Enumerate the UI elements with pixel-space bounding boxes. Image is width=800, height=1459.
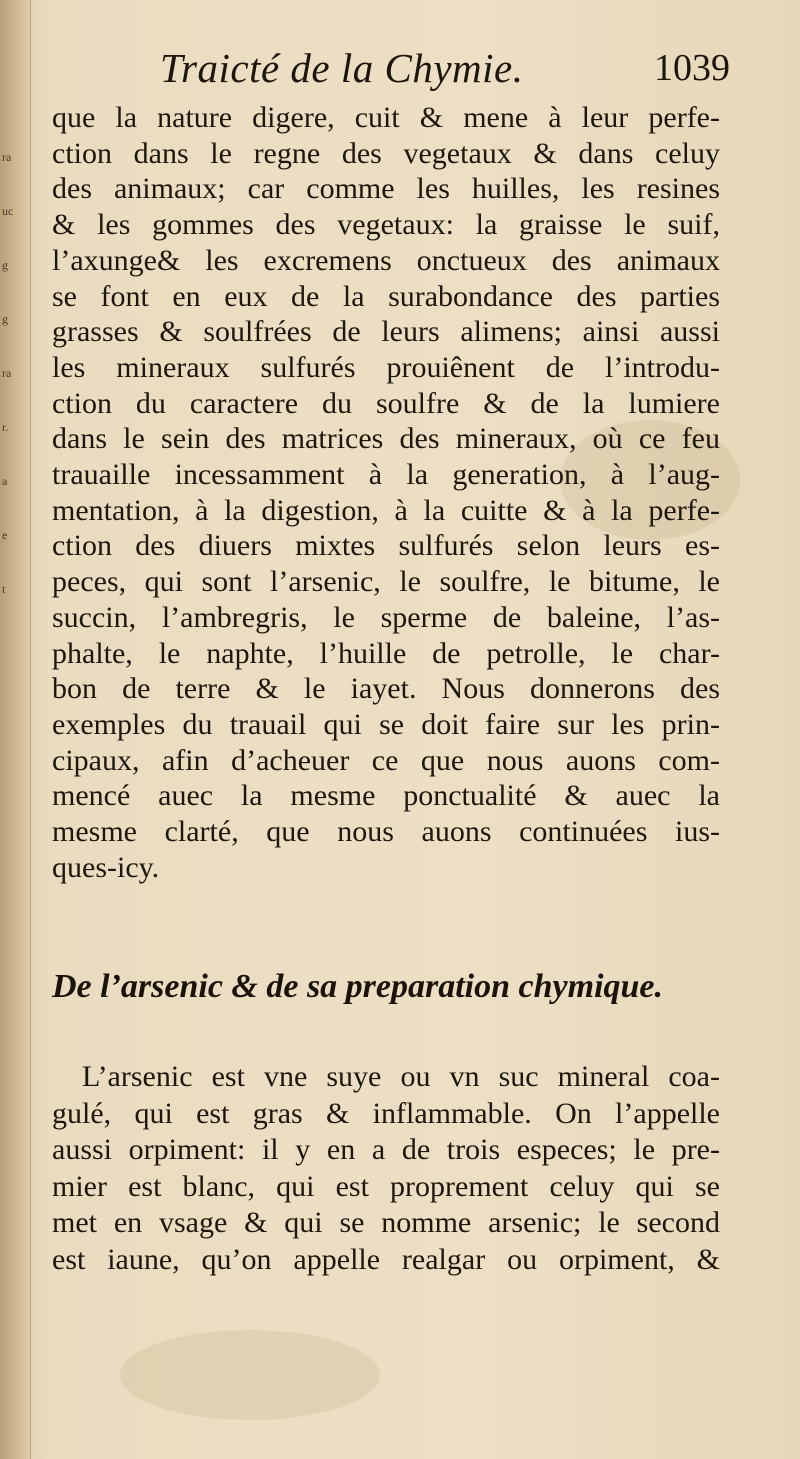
text-line: les mineraux sulfurés prouiênent de l’introdu- bbox=[52, 350, 720, 384]
text-line: mencé auec la mesme ponctualité & auec la bbox=[52, 779, 720, 813]
gutter-fragment: ra bbox=[2, 150, 12, 164]
paper-stain bbox=[120, 1330, 380, 1420]
gutter-fragment: g bbox=[2, 312, 8, 326]
page-number: 1039 bbox=[654, 47, 730, 89]
gutter-fragment: a bbox=[2, 474, 8, 488]
facing-page-fragments bbox=[2, 130, 16, 616]
binding-gutter bbox=[0, 0, 31, 1459]
text-line: met en vsage & qui se nomme arsenic; le second bbox=[52, 1206, 720, 1239]
text-line: phalte, le naphte, l’huille de petrolle, le char- bbox=[52, 636, 720, 670]
text-line: ction du caractere du soulfre & de la lumiere bbox=[52, 386, 720, 420]
section-paragraph bbox=[52, 1059, 720, 1278]
text-line: dans le sein des matrices des mineraux, où ce feu bbox=[52, 422, 720, 456]
text-line: cipaux, afin d’acheuer ce que nous auons com- bbox=[52, 743, 720, 777]
gutter-fragment: g bbox=[2, 258, 8, 272]
text-line: aussi orpiment: il y en a de trois especes; le pre- bbox=[52, 1133, 720, 1166]
text-line: l’axunge& les excremens onctueux des animaux bbox=[52, 243, 720, 277]
text-line: peces, qui sont l’arsenic, le soulfre, le bitume, le bbox=[52, 565, 720, 599]
text-line: trauaille incessamment à la generation, à l’aug- bbox=[52, 458, 720, 492]
text-line: se font en eux de la surabondance des parties bbox=[52, 279, 720, 313]
gutter-fragment: t bbox=[2, 582, 6, 596]
section-heading: De l’arsenic & de sa preparation chymique. bbox=[52, 968, 664, 1005]
text-line: ction des diuers mixtes sulfurés selon leurs es- bbox=[52, 529, 720, 563]
page-header bbox=[160, 44, 730, 104]
text-line: exemples du trauail qui se doit faire sur les prin- bbox=[52, 707, 720, 741]
text-line: mesme clarté, que nous auons continuées ius- bbox=[52, 815, 720, 849]
text-line: L’arsenic est vne suye ou vn suc mineral coa- bbox=[82, 1060, 720, 1093]
text-line: & les gommes des vegetaux: la graisse le suif, bbox=[52, 208, 720, 242]
text-line: succin, l’ambregris, le sperme de baleine, l’as- bbox=[52, 600, 720, 634]
text-line: ques-icy. bbox=[52, 850, 160, 884]
gutter-fragment: ra bbox=[2, 366, 12, 380]
text-line: mentation, à la digestion, à la cuitte & à la perfe- bbox=[52, 493, 720, 527]
gutter-fragment: r. bbox=[2, 420, 9, 434]
text-line: est iaune, qu’on appelle realgar ou orpiment, & bbox=[52, 1242, 720, 1276]
text-line: des animaux; car comme les huilles, les resines bbox=[52, 172, 720, 206]
gutter-fragment: uc bbox=[2, 204, 14, 218]
text-line: ction dans le regne des vegetaux & dans celuy bbox=[52, 136, 720, 170]
text-line: que la nature digere, cuit & mene à leur perfe- bbox=[52, 101, 720, 134]
running-title: Traicté de la Chymie. bbox=[160, 45, 524, 91]
text-line: bon de terre & le iayet. Nous donnerons des bbox=[52, 672, 720, 706]
gutter-fragment: e bbox=[2, 528, 8, 542]
text-line: grasses & soulfrées de leurs alimens; ainsi aussi bbox=[52, 315, 720, 349]
text-line: gulé, qui est gras & inflammable. On l’appelle bbox=[52, 1096, 720, 1130]
text-line: mier est blanc, qui est proprement celuy qui se bbox=[52, 1169, 720, 1203]
main-paragraph bbox=[52, 100, 720, 885]
